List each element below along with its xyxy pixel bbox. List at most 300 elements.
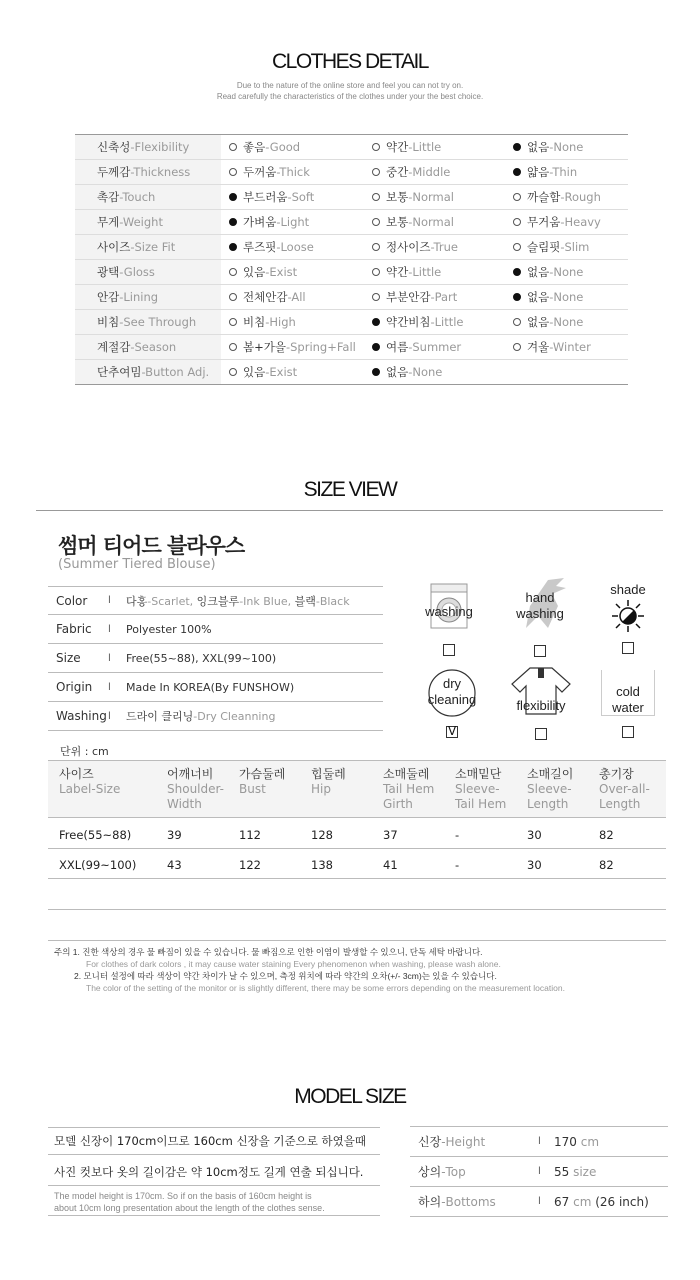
label-en: -See Through (119, 315, 197, 329)
detail-row (75, 310, 628, 335)
detail-option (505, 289, 628, 305)
product-info-table (48, 586, 383, 731)
column-header (383, 767, 447, 812)
extra: (26 inch) (591, 1194, 649, 1209)
model-size-value (554, 1165, 596, 1179)
label-en: -Lining (119, 290, 159, 304)
option-en: -Thick (276, 165, 310, 179)
radio-empty-icon (513, 218, 521, 226)
unit-label: 단위 : cm (60, 745, 109, 758)
detail-option (505, 164, 628, 180)
detail-option (364, 364, 505, 380)
info-value (126, 623, 212, 636)
option-ko: 두꺼움 (243, 165, 277, 179)
label-ko: 광택 (97, 265, 120, 279)
detail-option (221, 264, 364, 280)
column-header-en: Label-Size (59, 782, 121, 796)
table-cell: 37 (383, 828, 398, 842)
detail-row (75, 185, 628, 210)
hand-washing-checkbox[interactable] (534, 645, 546, 657)
detail-subtitle-2: Read carefully the characteristics of the clothes under your the best choice. (216, 92, 484, 101)
detail-option (364, 264, 505, 280)
model-note-1: 모델 신장이 170cm이므로 160cm 신장을 기준으로 하였을때 (48, 1128, 380, 1155)
detail-row-label (75, 185, 221, 209)
label-en: -Size Fit (130, 240, 176, 254)
radio-selected-icon (513, 168, 521, 176)
shade-label: shade (610, 582, 646, 597)
option-ko: 부분안감 (386, 290, 431, 304)
model-size-label (410, 1163, 538, 1180)
clothes-detail-table (75, 134, 628, 385)
column-header-en: Tail Hem Girth (383, 782, 435, 811)
option-en: -Rough (560, 190, 601, 204)
radio-selected-icon (372, 343, 380, 351)
radio-selected-icon (513, 143, 521, 151)
radio-selected-icon (372, 318, 380, 326)
label-ko: 사이즈 (97, 240, 131, 254)
model-size-row (410, 1157, 668, 1187)
detail-row (75, 160, 628, 185)
option-ko: 있음 (243, 365, 266, 379)
note-2 (74, 970, 565, 994)
table-cell: XXL(99~100) (59, 858, 137, 872)
option-ko: 없음 (527, 315, 550, 329)
cleaning-label: cleaning (427, 692, 477, 707)
cold-water-care (598, 670, 658, 738)
label-ko: 두께감 (97, 165, 131, 179)
option-ko: 루즈핏 (243, 240, 277, 254)
option-en: -Part (430, 290, 458, 304)
product-name-en: (Summer Tiered Blouse) (58, 557, 216, 572)
option-en: -Spring+Fall (285, 340, 356, 354)
note-1-ko: 주의 1. 진한 색상의 경우 물 빠짐이 있을 수 있습니다. 물 빠짐으로 인한 이염이 발생할 수 있으니, 단독 세탁 바랍니다. (54, 947, 483, 957)
option-en: -Middle (408, 165, 451, 179)
option-en: -Soft (287, 190, 315, 204)
detail-option (364, 139, 505, 155)
table-cell: 128 (311, 828, 333, 842)
radio-empty-icon (229, 143, 237, 151)
option-en: -None (549, 315, 584, 329)
shade-care (598, 582, 658, 654)
detail-row-label (75, 285, 221, 309)
dry-cleaning-checkbox[interactable] (446, 726, 458, 738)
model-size-separator: l (538, 1196, 541, 1207)
column-header (239, 767, 303, 797)
shade-checkbox[interactable] (622, 642, 634, 654)
info-separator: l (108, 595, 111, 606)
option-ko: 겨울 (527, 340, 550, 354)
model-size-label (410, 1193, 538, 1210)
value: 170 (554, 1134, 577, 1149)
washing-checkbox[interactable] (443, 644, 455, 656)
column-header-ko: 힙둘레 (311, 767, 346, 781)
label-en: -Top (441, 1165, 466, 1179)
divider (36, 510, 663, 511)
detail-option (364, 314, 505, 330)
option-en: -Little (408, 265, 442, 279)
detail-row (75, 335, 628, 360)
label-en: -Season (130, 340, 177, 354)
column-header-ko: 사이즈 (59, 767, 94, 781)
radio-selected-icon (229, 193, 237, 201)
info-label: Washing (56, 709, 107, 723)
table-row-empty (48, 880, 666, 910)
option-en: -Little (430, 315, 464, 329)
option-ko: 좋음 (243, 140, 266, 154)
size-table-header (48, 760, 666, 818)
model-note-en-1: The model height is 170cm. So if on the basis of 160cm height is (54, 1191, 312, 1201)
option-ko: 봄+가을 (243, 340, 286, 354)
table-row (48, 849, 666, 879)
label-en: -Button Adj. (141, 365, 210, 379)
info-value (126, 652, 276, 665)
radio-empty-icon (372, 243, 380, 251)
label-ko: 비침 (97, 315, 120, 329)
size-view-title: SIZE VIEW (303, 478, 397, 501)
dry-cleaning-care (420, 668, 484, 738)
option-ko: 중간 (386, 165, 409, 179)
info-row (48, 615, 383, 644)
option-en: -Loose (276, 240, 314, 254)
radio-empty-icon (229, 318, 237, 326)
label-en: -Weight (119, 215, 163, 229)
option-en: -True (430, 240, 458, 254)
label-ko: 무게 (97, 215, 120, 229)
label-en: -Gloss (119, 265, 155, 279)
info-row (48, 586, 383, 615)
divider (48, 1127, 380, 1128)
info-value-part: -Dry Cleanning (193, 710, 276, 723)
option-en: -Thin (549, 165, 578, 179)
label-en: -Height (441, 1135, 486, 1149)
column-header-en: Bust (239, 782, 266, 796)
radio-empty-icon (229, 368, 237, 376)
product-name-ko: 썸머 티어드 블라우스 (58, 534, 245, 558)
info-value (126, 708, 275, 724)
label-ko: 계절감 (97, 340, 131, 354)
option-en: -Slim (560, 240, 590, 254)
note-1 (54, 946, 501, 970)
detail-row-label (75, 260, 221, 284)
label-ko: 안감 (97, 290, 120, 304)
info-value-part: -Black (315, 594, 350, 608)
option-en: -Normal (408, 190, 454, 204)
column-header-en: Sleeve- Tail Hem (455, 782, 507, 811)
detail-option (364, 239, 505, 255)
option-en: -None (549, 140, 584, 154)
column-header-ko: 가슴둘레 (239, 767, 286, 781)
option-ko: 무거움 (527, 215, 561, 229)
info-value-part: Polyester 100% (126, 622, 212, 636)
column-header-ko: 소매밑단 (455, 767, 502, 781)
detail-row (75, 235, 628, 260)
table-cell: 112 (239, 828, 261, 842)
detail-row-label (75, 235, 221, 259)
column-header-ko: 어깨너비 (167, 767, 214, 781)
model-note-en (48, 1188, 380, 1216)
option-ko: 슬림핏 (527, 240, 561, 254)
option-ko: 정사이즈 (386, 240, 431, 254)
value: 55 (554, 1164, 570, 1179)
unit: cm (576, 1134, 600, 1149)
info-separator: l (108, 623, 111, 635)
option-en: -Winter (549, 340, 591, 354)
option-en: -Heavy (560, 215, 601, 229)
info-value-part: 잉크블루 (196, 594, 240, 608)
detail-option (364, 214, 505, 230)
info-separator: l (108, 710, 111, 722)
table-cell: 39 (167, 828, 182, 842)
label-ko: 하의 (418, 1195, 442, 1209)
column-header-ko: 소매둘레 (383, 767, 430, 781)
radio-selected-icon (372, 368, 380, 376)
water-tub-icon (601, 670, 655, 716)
option-en: -Normal (408, 215, 454, 229)
detail-option (364, 164, 505, 180)
info-value (126, 593, 350, 609)
info-value-part: 블랙 (294, 594, 316, 608)
option-ko: 없음 (386, 365, 409, 379)
radio-empty-icon (229, 168, 237, 176)
option-ko: 보통 (386, 190, 409, 204)
info-separator: l (108, 681, 111, 693)
hand-washing-label: washing (516, 606, 564, 621)
table-cell: 82 (599, 858, 614, 872)
detail-option (221, 339, 364, 355)
detail-option (505, 264, 628, 280)
detail-row-label (75, 310, 221, 334)
column-header (527, 767, 591, 812)
detail-option (364, 289, 505, 305)
option-ko: 약간 (386, 140, 409, 154)
option-en: -Exist (265, 365, 298, 379)
detail-option (221, 164, 364, 180)
hand-label: hand (525, 590, 555, 605)
option-en: -None (408, 365, 443, 379)
option-ko: 비침 (243, 315, 266, 329)
model-size-separator: l (538, 1136, 541, 1147)
info-label: Size (56, 651, 81, 665)
detail-option (505, 314, 628, 330)
table-cell: - (455, 858, 460, 872)
detail-option (505, 139, 628, 155)
option-en: -Little (408, 140, 442, 154)
hand-washing-care (508, 576, 572, 657)
radio-empty-icon (513, 318, 521, 326)
info-value-part: 다홍 (126, 594, 148, 608)
option-ko: 없음 (527, 140, 550, 154)
column-header (599, 767, 663, 812)
detail-row-label (75, 160, 221, 184)
detail-row (75, 360, 628, 385)
info-value-part: Free(55~88), XXL(99~100) (126, 651, 277, 665)
radio-selected-icon (513, 293, 521, 301)
radio-empty-icon (372, 193, 380, 201)
option-en: -None (549, 265, 584, 279)
label-ko: 단추여밈 (97, 365, 142, 379)
label-ko: 상의 (418, 1165, 442, 1179)
label-en: -Touch (119, 190, 156, 204)
label-en: -Thickness (130, 165, 191, 179)
table-cell: 30 (527, 828, 542, 842)
radio-empty-icon (372, 293, 380, 301)
info-value-part: -Ink Blue, (239, 594, 295, 608)
detail-option (221, 214, 364, 230)
detail-option (364, 339, 505, 355)
model-size-row (410, 1127, 668, 1157)
column-header-en: Over-all- Length (599, 782, 650, 811)
detail-row-label (75, 360, 221, 384)
table-cell: 30 (527, 858, 542, 872)
radio-empty-icon (513, 193, 521, 201)
label-ko: 촉감 (97, 190, 120, 204)
option-ko: 약간비침 (386, 315, 431, 329)
washing-label: washing (425, 604, 473, 619)
detail-row (75, 135, 628, 160)
note-2-en: The color of the setting of the monitor or is slightly different, there may be some errors depending on the measurement location. (86, 983, 565, 993)
label-ko: 신축성 (97, 140, 131, 154)
table-cell: 82 (599, 828, 614, 842)
info-label: Fabric (56, 622, 92, 636)
option-en: -Light (276, 215, 310, 229)
label-en: -Bottoms (441, 1195, 496, 1209)
detail-subtitle-1: Due to the nature of the online store and feel you can not try on. (236, 81, 464, 90)
option-ko: 있음 (243, 265, 266, 279)
model-size-separator: l (538, 1166, 541, 1177)
note-1-en: For clothes of dark colors , it may cause water staining Every phenomenon when washing, please wash alone. (86, 959, 501, 969)
info-row (48, 644, 383, 673)
detail-option (505, 189, 628, 205)
model-size-label (410, 1133, 538, 1150)
option-en: -All (287, 290, 306, 304)
detail-option (221, 139, 364, 155)
table-cell: 41 (383, 858, 398, 872)
info-label: Origin (56, 680, 93, 694)
note-2-ko: 2. 모니터 설정에 따라 색상이 약간 차이가 날 수 있으며, 측정 위치에 따라 약간의 오차(+/- 3cm)는 있을 수 있습니다. (74, 971, 497, 981)
model-size-value (554, 1135, 599, 1149)
detail-option (505, 239, 628, 255)
model-note-2: 사진 컷보다 옷의 길이감은 약 10cm정도 길게 연출 되십니다. (48, 1159, 380, 1186)
info-value-part: -Scarlet, (147, 594, 197, 608)
column-header (167, 767, 231, 812)
detail-option (221, 189, 364, 205)
table-row (48, 819, 666, 849)
table-cell: 122 (239, 858, 261, 872)
detail-option (505, 214, 628, 230)
detail-row-label (75, 210, 221, 234)
flexibility-label: flexibility (516, 698, 566, 713)
column-header-ko: 소매길이 (527, 767, 574, 781)
option-ko: 가벼움 (243, 215, 277, 229)
column-header-en: Sleeve- Length (527, 782, 572, 811)
radio-empty-icon (513, 343, 521, 351)
model-note-en-2: about 10cm long presentation about the length of the clothes sense. (54, 1203, 325, 1213)
radio-empty-icon (513, 243, 521, 251)
column-header-en: Hip (311, 782, 331, 796)
detail-option (505, 339, 628, 355)
flexibility-care (508, 666, 574, 740)
dry-label: dry (442, 676, 462, 691)
info-value-part: 드라이 클리닝 (126, 710, 194, 723)
info-separator: l (108, 652, 111, 664)
info-row (48, 673, 383, 702)
radio-selected-icon (229, 243, 237, 251)
detail-row (75, 210, 628, 235)
info-value (126, 681, 294, 694)
detail-row-label (75, 335, 221, 359)
detail-option (221, 314, 364, 330)
option-ko: 없음 (527, 290, 550, 304)
radio-empty-icon (372, 268, 380, 276)
option-ko: 까슬함 (527, 190, 561, 204)
info-value-part: Made In KOREA(By FUNSHOW) (126, 680, 295, 694)
radio-empty-icon (229, 268, 237, 276)
detail-option (364, 189, 505, 205)
column-header-ko: 총기장 (599, 767, 634, 781)
option-en: -High (265, 315, 296, 329)
option-ko: 부드러움 (243, 190, 288, 204)
option-ko: 전체안감 (243, 290, 288, 304)
option-ko: 보통 (386, 215, 409, 229)
sun-shade-icon (608, 597, 648, 635)
info-row (48, 702, 383, 731)
flexibility-checkbox[interactable] (535, 728, 547, 740)
model-size-value (554, 1195, 649, 1209)
table-cell: - (455, 828, 460, 842)
table-cell: 43 (167, 858, 182, 872)
column-header (455, 767, 519, 812)
radio-empty-icon (372, 143, 380, 151)
detail-option (221, 289, 364, 305)
detail-option (221, 239, 364, 255)
column-header (311, 767, 375, 797)
table-cell: Free(55~88) (59, 828, 132, 842)
unit: cm (569, 1194, 592, 1209)
option-ko: 없음 (527, 265, 550, 279)
detail-row (75, 285, 628, 310)
option-ko: 여름 (386, 340, 409, 354)
option-en: -None (549, 290, 584, 304)
radio-empty-icon (229, 343, 237, 351)
label-ko: 신장 (418, 1135, 442, 1149)
label-en: -Flexibility (130, 140, 190, 154)
washing-care (418, 582, 480, 656)
clothes-detail-title: CLOTHES DETAIL (272, 50, 428, 73)
column-header-en: Shoulder- Width (167, 782, 224, 811)
detail-option (221, 364, 364, 380)
model-size-title: MODEL SIZE (294, 1085, 406, 1108)
check-mark: V (448, 724, 457, 738)
radio-empty-icon (372, 168, 380, 176)
cold-water-checkbox[interactable] (622, 726, 634, 738)
column-header (59, 767, 123, 797)
radio-selected-icon (229, 218, 237, 226)
water-label: water (612, 700, 644, 715)
info-label: Color (56, 593, 88, 608)
value: 67 (554, 1194, 570, 1209)
radio-empty-icon (229, 293, 237, 301)
option-en: -Good (265, 140, 301, 154)
option-en: -Exist (265, 265, 298, 279)
divider (48, 940, 666, 941)
option-ko: 얇음 (527, 165, 550, 179)
cold-label: cold (616, 684, 640, 699)
unit: size (569, 1164, 597, 1179)
option-en: -Summer (408, 340, 462, 354)
detail-row (75, 260, 628, 285)
model-size-row (410, 1187, 668, 1217)
radio-empty-icon (372, 218, 380, 226)
